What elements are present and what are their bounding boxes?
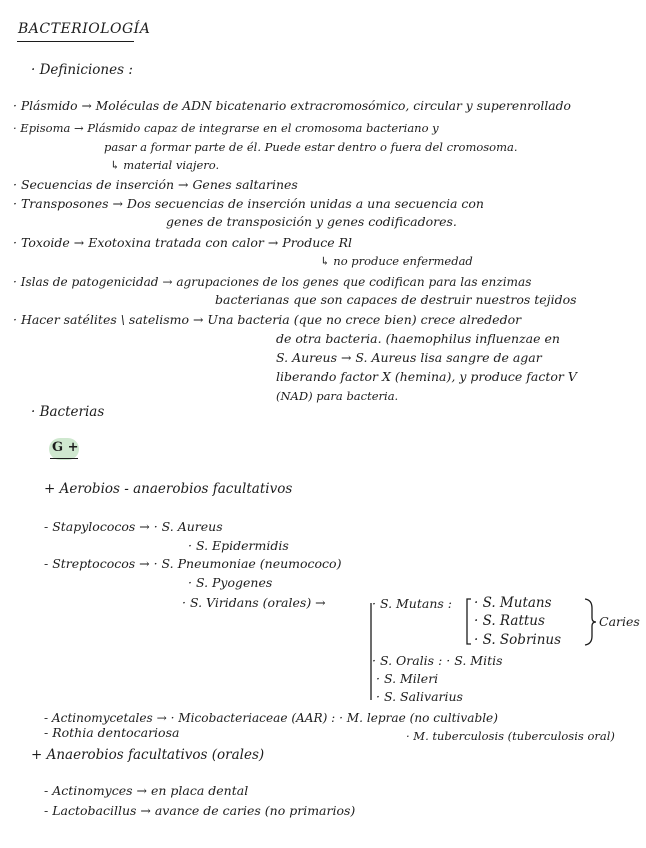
def-islas-line-1: · Islas de patogenicidad → agrupaciones de los genes que codifican para las enzimas xyxy=(13,275,532,289)
strep-line: - Streptococos → · S. Pneumoniae (neumococo) xyxy=(44,556,342,571)
anaerobios-heading: + Anaerobios facultativos (orales) xyxy=(31,747,265,763)
oralis-line: · S. Oralis : · S. Mitis xyxy=(372,653,503,668)
mutans-left-bracket xyxy=(467,599,471,644)
def-satelites-line-2: de otra bacteria. (haemophilus influenzae en xyxy=(276,331,560,346)
def-episoma-line-3: ↳ material viajero. xyxy=(110,158,220,172)
caries-label: Caries xyxy=(599,614,640,629)
page-title: BACTERIOLOGÍA xyxy=(18,21,151,37)
actinomyces-line: - Actinomyces → en placa dental xyxy=(44,783,249,798)
tuberculosis-line: · M. tuberculosis (tuberculosis oral) xyxy=(406,729,615,743)
mutans-item-sobrinus: · S. Sobrinus xyxy=(474,632,562,648)
definiciones-heading: · Definiciones : xyxy=(31,62,133,78)
caries-brace xyxy=(585,599,596,645)
def-transposones-line-1: · Transposones → Dos secuencias de inserción unidas a una secuencia con xyxy=(13,196,484,211)
strep-viridans: · S. Viridans (orales) → xyxy=(182,595,326,610)
def-satelites-line-4: liberando factor X (hemina), y produce factor V xyxy=(276,369,577,384)
mutans-item-mutans: · S. Mutans xyxy=(474,595,552,611)
def-satelites-line-3: S. Aureus → S. Aureus lisa sangre de agar xyxy=(276,350,542,365)
rothia-line: - Rothia dentocariosa xyxy=(44,725,180,740)
gram-positive-label: G + xyxy=(52,440,79,455)
def-episoma-line-1: · Episoma → Plásmido capaz de integrarse en el cromosoma bacteriano y xyxy=(13,121,439,135)
mileri-line: · S. Mileri xyxy=(376,671,439,686)
actinomycetales-line: - Actinomycetales → · Micobacteriaceae (AAR) : · M. leprae (no cultivable) xyxy=(44,711,498,725)
def-transposones-line-2: genes de transposición y genes codificadores. xyxy=(166,214,457,229)
def-islas-line-2: bacterianas que son capaces de destruir nuestros tejidos xyxy=(215,292,577,307)
def-episoma-line-2: pasar a formar parte de él. Puede estar dentro o fuera del cromosoma. xyxy=(104,140,518,154)
staph-epidermidis: · S. Epidermidis xyxy=(188,538,289,553)
mutans-item-rattus: · S. Rattus xyxy=(474,613,545,629)
lactobacillus-line: - Lactobacillus → avance de caries (no primarios) xyxy=(44,803,356,818)
def-toxoide-line-1: · Toxoide → Exotoxina tratada con calor → Produce Rl xyxy=(13,235,353,250)
def-plasmido: · Plásmido → Moléculas de ADN bicatenario extracromosómico, circular y superenrollado xyxy=(13,99,571,113)
strep-pyogenes: · S. Pyogenes xyxy=(188,575,273,590)
salivarius-line: · S. Salivarius xyxy=(376,689,463,704)
mutans-group-label: · S. Mutans : xyxy=(372,596,452,611)
aerobios-heading: + Aerobios - anaerobios facultativos xyxy=(44,481,293,497)
def-toxoide-line-2: ↳ no produce enfermedad xyxy=(320,254,473,268)
def-secuencias: · Secuencias de inserción → Genes saltarines xyxy=(13,177,298,192)
staph-line: - Stapylococos → · S. Aureus xyxy=(44,519,223,534)
def-satelites-line-5: (NAD) para bacteria. xyxy=(276,389,399,403)
def-satelites-line-1: · Hacer satélites \ satelismo → Una bacteria (que no crece bien) crece alrededor xyxy=(13,312,522,327)
bacterias-heading: · Bacterias xyxy=(31,404,105,420)
